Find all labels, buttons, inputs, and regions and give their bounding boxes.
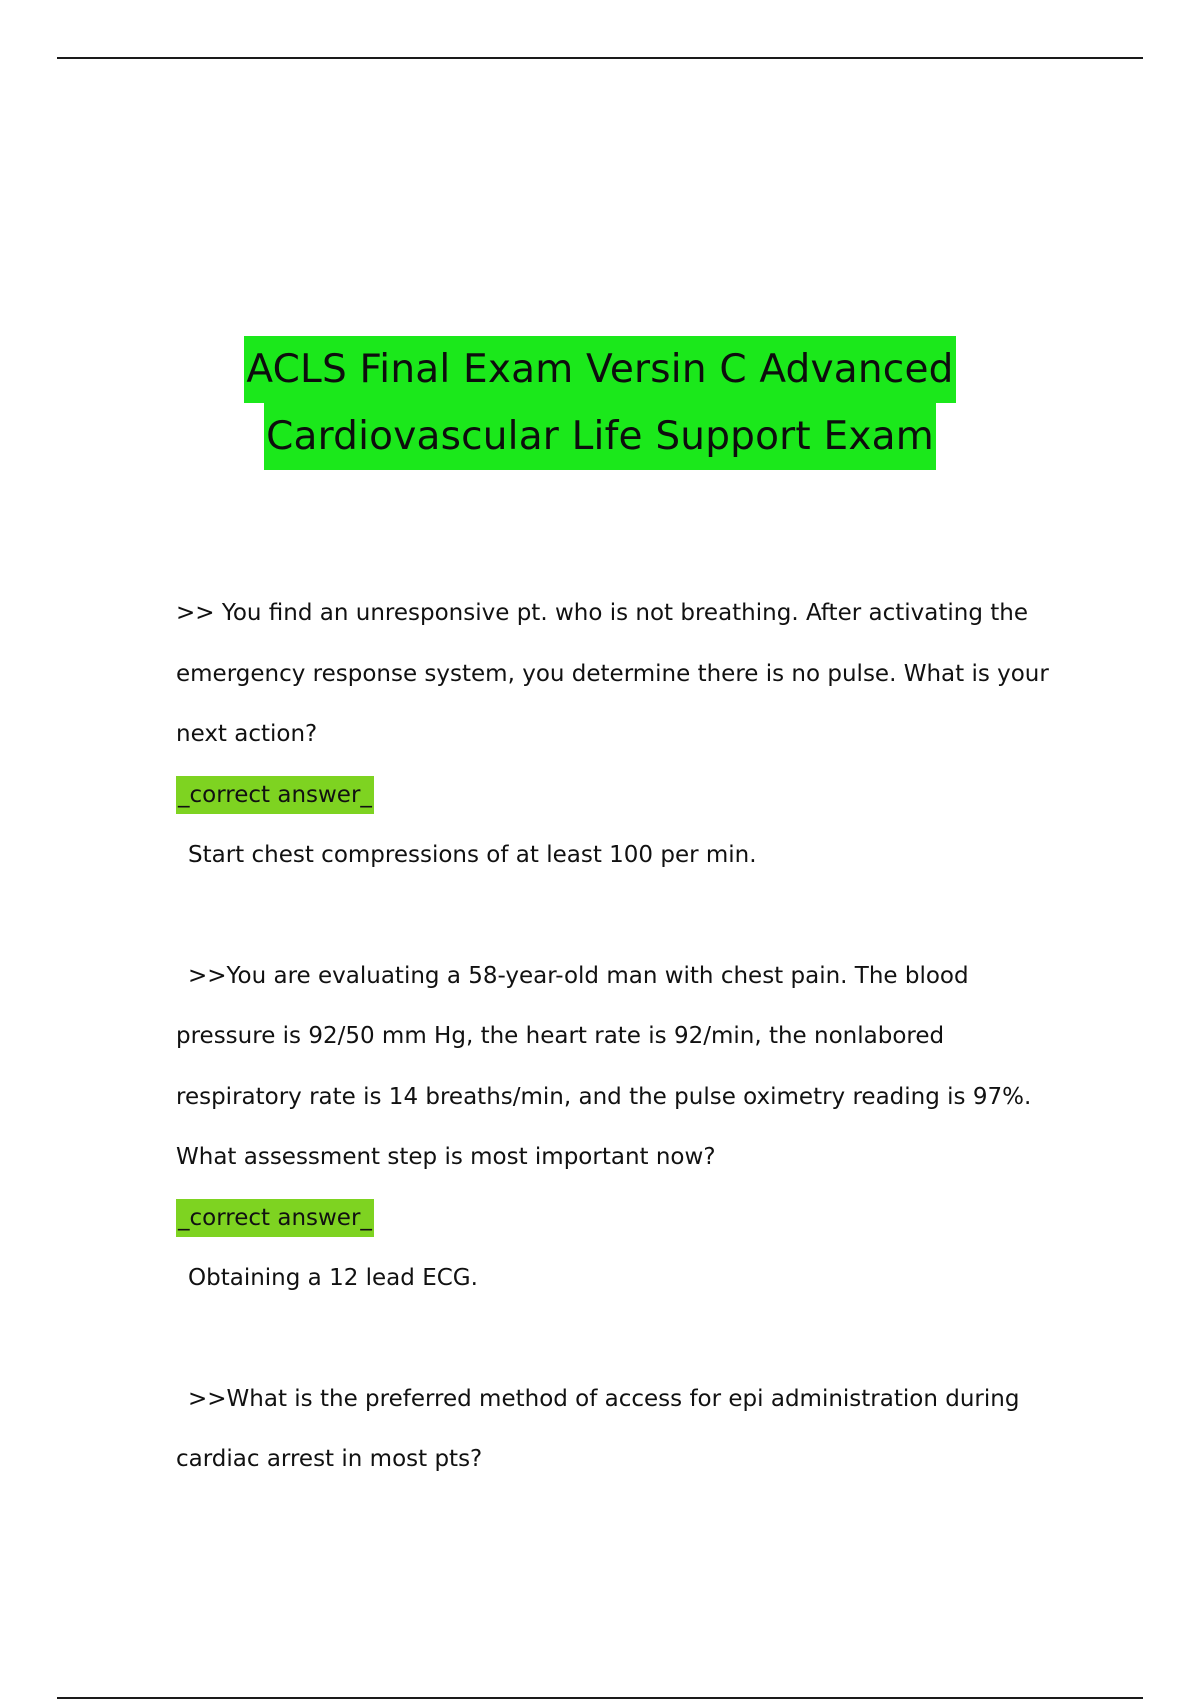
answer-text: Obtaining a 12 lead ECG. bbox=[188, 1265, 478, 1291]
question-line: next action? bbox=[176, 721, 318, 747]
document-title bbox=[0, 336, 1200, 470]
question-line: cardiac arrest in most pts? bbox=[176, 1446, 483, 1472]
document-body bbox=[176, 583, 1076, 1490]
qa-item-3 bbox=[176, 1369, 1076, 1490]
question-line: >>You are evaluating a 58-year-old man with chest pain. The blood bbox=[188, 962, 969, 989]
header-rule bbox=[57, 57, 1143, 59]
question-line: respiratory rate is 14 breaths/min, and the pulse oximetry reading is 97%. bbox=[176, 1083, 1032, 1110]
question-line: pressure is 92/50 mm Hg, the heart rate is 92/min, the nonlabored bbox=[176, 1023, 945, 1049]
qa-item-1 bbox=[176, 583, 1076, 886]
question-line: What assessment step is most important now? bbox=[176, 1144, 716, 1170]
title-line-2: Cardiovascular Life Support Exam bbox=[264, 403, 936, 470]
footer-rule bbox=[57, 1697, 1143, 1699]
question-line: >> You find an unresponsive pt. who is not breathing. After activating the bbox=[176, 600, 1028, 626]
question-line: >>What is the preferred method of access for epi administration during bbox=[188, 1385, 1020, 1412]
question-line: emergency response system, you determine there is no pulse. What is your bbox=[176, 660, 1049, 687]
qa-item-2 bbox=[176, 946, 1076, 1309]
title-line-1: ACLS Final Exam Versin C Advanced bbox=[244, 336, 955, 403]
correct-answer-label: _correct answer_ bbox=[176, 1199, 374, 1237]
answer-text: Start chest compressions of at least 100 per min. bbox=[188, 842, 757, 868]
correct-answer-label: _correct answer_ bbox=[176, 776, 374, 814]
